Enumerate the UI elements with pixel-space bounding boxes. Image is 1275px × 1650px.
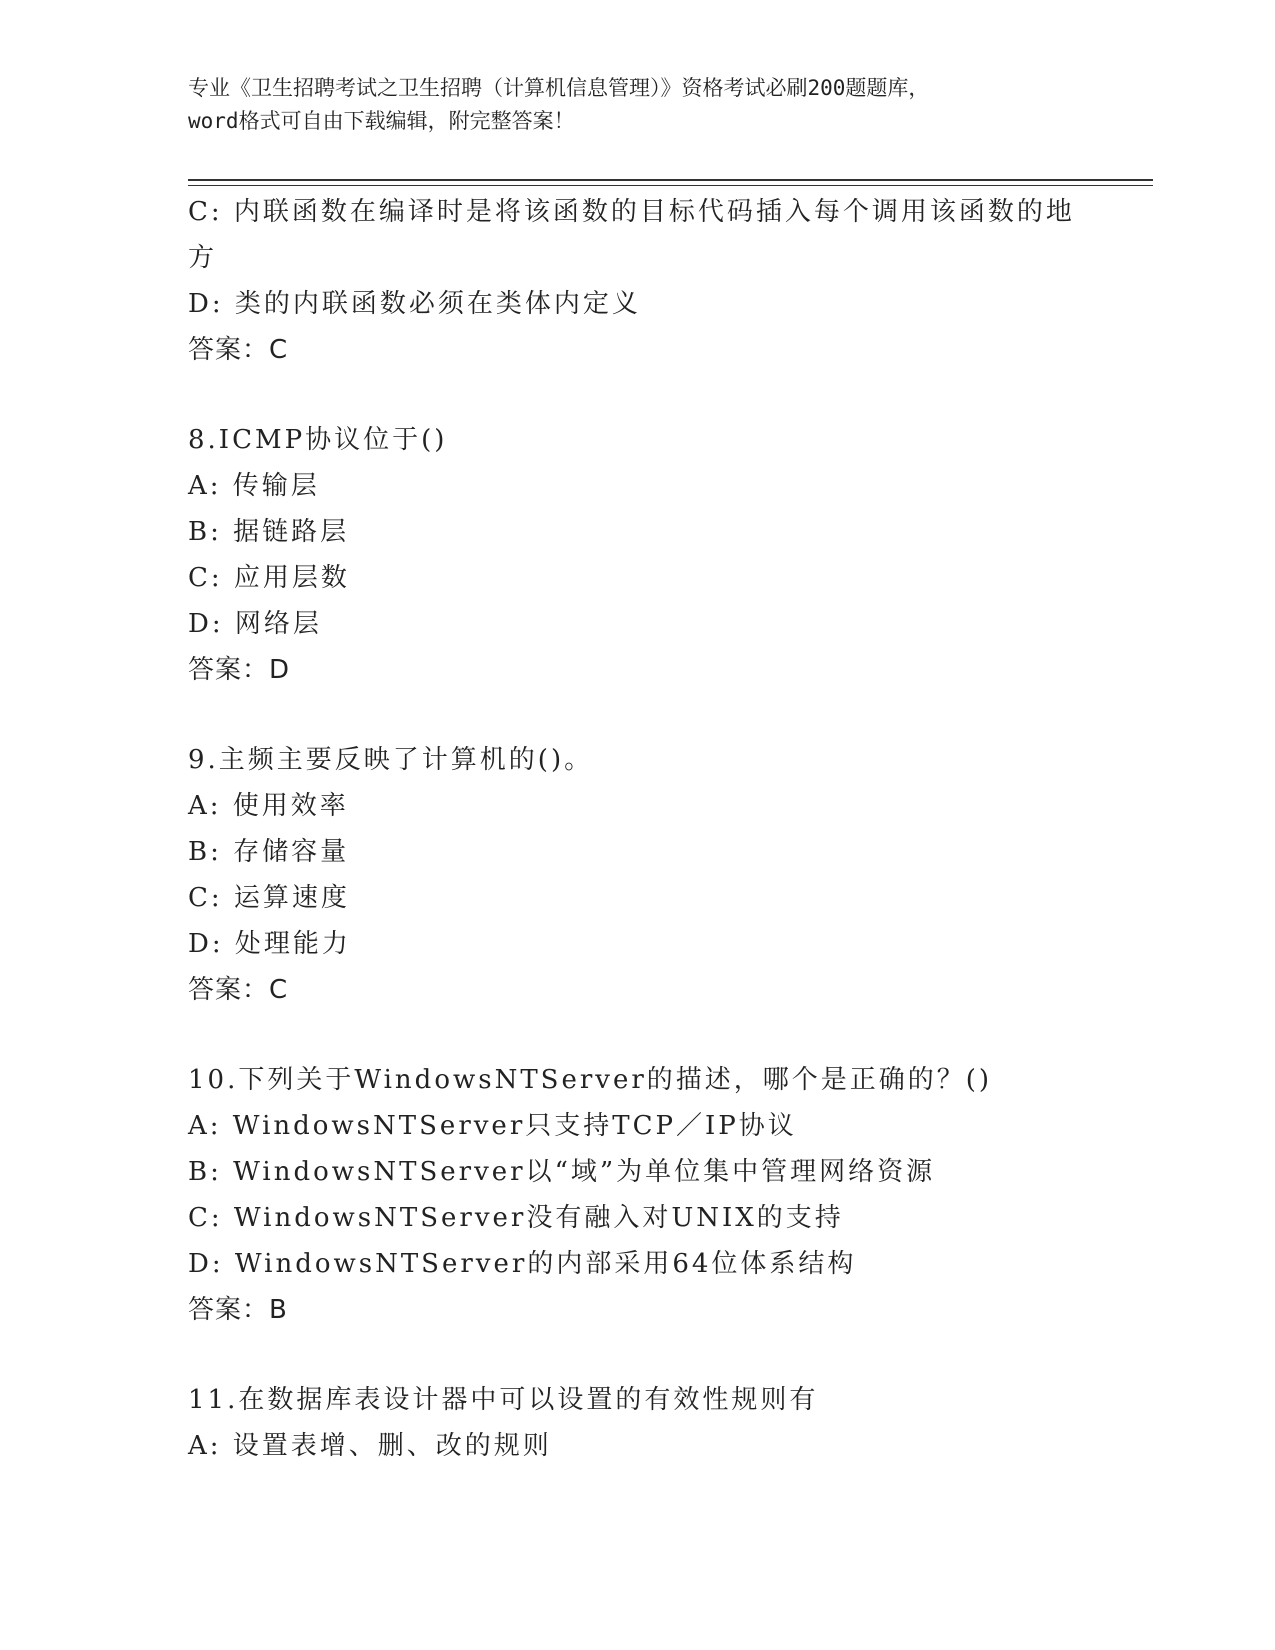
question-block-11 — [188, 1377, 1138, 1469]
spacer — [188, 373, 1138, 417]
option-c: C: WindowsNTServer没有融入对UNIX的支持 — [188, 1203, 844, 1233]
answer-line: 答案：C — [188, 975, 289, 1005]
question-stem: 11.在数据库表设计器中可以设置的有效性规则有 — [188, 1385, 819, 1415]
option-c-continued: 方 — [188, 243, 218, 273]
document-header — [188, 72, 1088, 138]
header-divider-thick — [188, 179, 1153, 181]
option-d: D: 类的内联函数必须在类体内定义 — [188, 289, 641, 319]
header-title-line: 专业《卫生招聘考试之卫生招聘（计算机信息管理）》资格考试必刷200题题库， — [188, 76, 930, 100]
option-a: A: 使用效率 — [188, 791, 349, 821]
option-d: D: 网络层 — [188, 609, 322, 639]
option-d: D: WindowsNTServer的内部采用64位体系结构 — [188, 1249, 857, 1279]
question-stem: 8.ICMP协议位于() — [188, 425, 448, 455]
question-block-9 — [188, 737, 1138, 1013]
option-a: A: WindowsNTServer只支持TCP／IP协议 — [188, 1111, 797, 1141]
option-c: C: 内联函数在编译时是将该函数的目标代码插入每个调用该函数的地 — [188, 197, 1075, 227]
answer-line: 答案：D — [188, 655, 291, 685]
question-block-8 — [188, 417, 1138, 693]
option-b: B: WindowsNTServer以“域”为单位集中管理网络资源 — [188, 1157, 936, 1187]
spacer — [188, 693, 1138, 737]
option-d: D: 处理能力 — [188, 929, 351, 959]
question-block-10 — [188, 1057, 1138, 1333]
answer-line: 答案：C — [188, 335, 289, 365]
spacer — [188, 1333, 1138, 1377]
question-list — [188, 189, 1138, 1469]
option-b: B: 据链路层 — [188, 517, 350, 547]
question-stem: 9.主频主要反映了计算机的()。 — [188, 745, 594, 775]
option-c: C: 运算速度 — [188, 883, 350, 913]
option-c: C: 应用层数 — [188, 563, 350, 593]
answer-line: 答案：B — [188, 1295, 288, 1325]
question-block-prev — [188, 189, 1138, 373]
spacer — [188, 1013, 1138, 1057]
option-b: B: 存储容量 — [188, 837, 350, 867]
option-a: A: 传输层 — [188, 471, 320, 501]
option-a: A: 设置表增、删、改的规则 — [188, 1431, 552, 1461]
header-subtitle-line: word格式可自由下载编辑，附完整答案！ — [188, 109, 575, 133]
header-divider-thin — [188, 185, 1153, 186]
question-stem: 10.下列关于WindowsNTServer的描述，哪个是正确的？() — [188, 1065, 993, 1095]
